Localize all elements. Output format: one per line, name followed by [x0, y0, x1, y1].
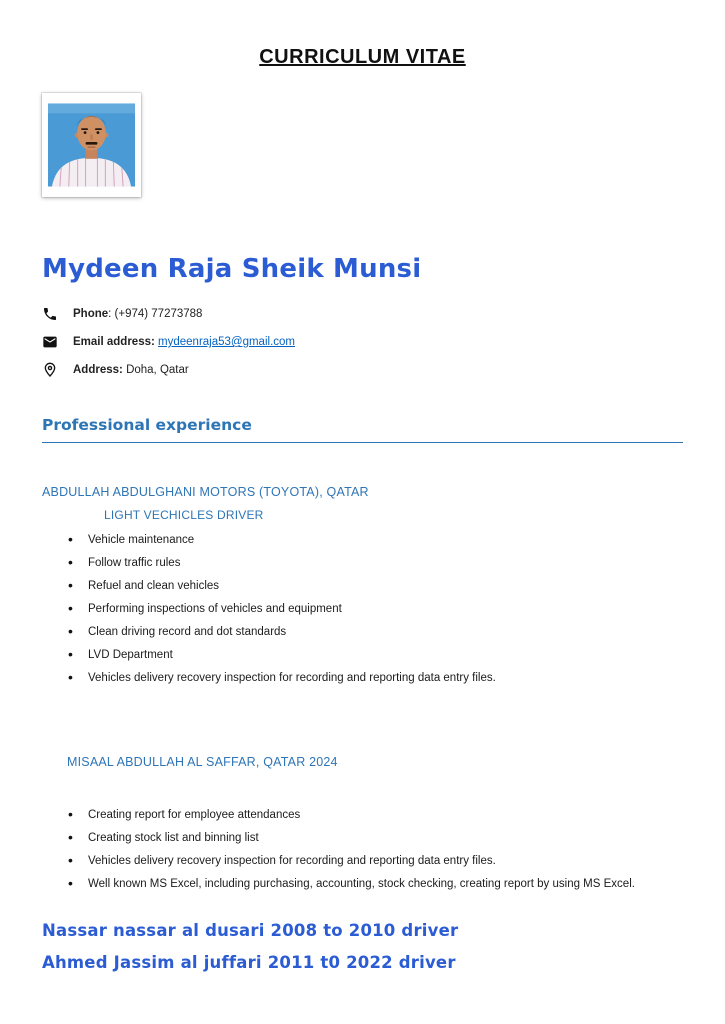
contact-row-address: [42, 356, 683, 384]
bullet-item: • Refuel and clean vehicles: [42, 580, 683, 593]
contact-block: [42, 300, 683, 384]
company-name: ABDULLAH ABDULGHANI MOTORS (TOYOTA), QATAR: [42, 485, 369, 499]
role-name: LIGHT VECHICLES DRIVER: [104, 508, 264, 522]
profile-photo: [42, 93, 141, 197]
bullet-item: • LVD Department: [42, 649, 683, 662]
phone-label: Phone: [73, 308, 109, 320]
phone-value: : (+974) 77273788: [108, 308, 203, 320]
phone-text: [73, 308, 202, 320]
bullet-item: • Vehicles delivery recovery inspection for recording and reporting data entry files.: [42, 672, 683, 685]
contact-row-email: [42, 328, 683, 356]
other-experience-block: [42, 921, 683, 972]
address-pin-icon: [42, 362, 58, 378]
bullet-item: • Follow traffic rules: [42, 557, 683, 570]
email-link[interactable]: mydeenraja53@gmail.com: [158, 336, 295, 348]
bullet-item: • Well known MS Excel, including purchasing, accounting, stock checking, creating report by using MS Excel.: [42, 878, 683, 891]
phone-icon: [42, 306, 58, 322]
bullet-item: • Vehicle maintenance: [42, 534, 683, 547]
document-title: CURRICULUM VITAE: [259, 46, 466, 68]
job-2-bullet-list: [42, 809, 683, 891]
job-entry-1: [42, 485, 683, 685]
email-text: [73, 336, 295, 348]
bullet-item: • Creating stock list and binning list: [42, 832, 683, 845]
email-label: Email address:: [73, 336, 155, 348]
bullet-item: • Vehicles delivery recovery inspection for recording and reporting data entry files.: [42, 855, 683, 868]
email-icon: [42, 334, 58, 350]
profile-photo-illustration: [48, 99, 135, 191]
job-1-bullet-list: [42, 534, 683, 685]
bullet-item: • Creating report for employee attendances: [42, 809, 683, 822]
address-text: [73, 364, 189, 376]
contact-row-phone: [42, 300, 683, 328]
experience-summary-line: Ahmed Jassim al juffari 2011 t0 2022 driver: [42, 953, 456, 972]
section-heading-experience: Professional experience: [42, 416, 683, 443]
job-entry-2: [42, 755, 683, 891]
person-name: Mydeen Raja Sheik Munsi: [42, 254, 422, 284]
bullet-item: • Performing inspections of vehicles and equipment: [42, 603, 683, 616]
experience-summary-line: Nassar nassar al dusari 2008 to 2010 driver: [42, 921, 459, 940]
address-value: Doha, Qatar: [126, 364, 189, 376]
bullet-item: • Clean driving record and dot standards: [42, 626, 683, 639]
address-label: Address:: [73, 364, 123, 376]
company-name: MISAAL ABDULLAH AL SAFFAR, QATAR 2024: [67, 755, 338, 769]
